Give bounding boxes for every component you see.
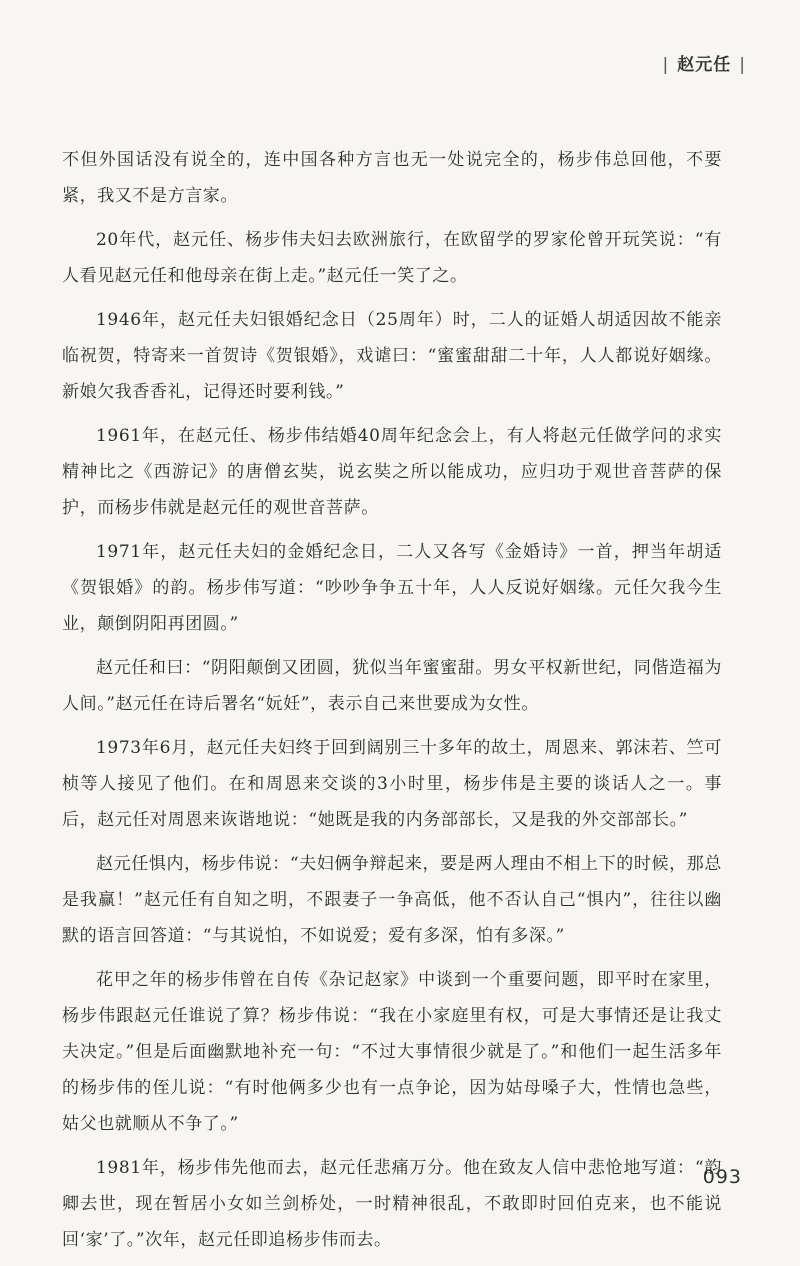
paragraph: 赵元任和曰：“阴阳颠倒又团圆，犹似当年蜜蜜甜。男女平权新世纪，同偕造福为人间。”赵元任在诗后署名“妧妊”，表示自己来世要成为女性。 [62, 658, 722, 714]
header-left-bar: | [662, 55, 670, 75]
paragraph: 1973年6月，赵元任夫妇终于回到阔别三十多年的故土，周恩来、郭沫若、竺可桢等人接见了他们。在和周恩来交谈的3小时里，杨步伟是主要的谈话人之一。事后，赵元任对周恩来诙谐地说：“她既是我的内务部部长，又是我的外交部部长。” [62, 738, 722, 830]
running-header [655, 50, 754, 75]
header-title: 赵元任 [677, 55, 732, 75]
paragraph: 1946年，赵元任夫妇银婚纪念日（25周年）时，二人的证婚人胡适因故不能亲临祝贺，特寄来一首贺诗《贺银婚》，戏谑曰：“蜜蜜甜甜二十年，人人都说好姻缘。新娘欠我香香礼，记得还时要利钱。” [62, 310, 722, 402]
page-number: 093 [702, 1166, 742, 1188]
paragraph: 1961年，在赵元任、杨步伟结婚40周年纪念会上，有人将赵元任做学问的求实精神比之《西游记》的唐僧玄奘，说玄奘之所以能成功，应归功于观世音菩萨的保护，而杨步伟就是赵元任的观世音菩萨。 [62, 426, 722, 518]
paragraph: 1981年，杨步伟先他而去，赵元任悲痛万分。他在致友人信中悲怆地写道：“韵卿去世，现在暂居小女如兰剑桥处，一时精神很乱，不敢即时回伯克来，也不能说回‘家’了。”次年，赵元任即追杨步伟而去。 [62, 1158, 722, 1250]
header-right-bar: | [739, 55, 746, 75]
paragraph: 不但外国话没有说全的，连中国各种方言也无一处说完全的，杨步伟总回他，不要紧，我又不是方言家。 [62, 150, 722, 206]
paragraph: 花甲之年的杨步伟曾在自传《杂记赵家》中谈到一个重要问题，即平时在家里，杨步伟跟赵元任谁说了算？杨步伟说：“我在小家庭里有权，可是大事情还是让我丈夫决定。”但是后面幽默地补充一句：“不过大事情很少就是了。”和他们一起生活多年的杨步伟的侄儿说：“有时他俩多少也有一点争论，因为姑母嗓子大，性情也急些，姑父也就顺从不争了。” [62, 970, 722, 1134]
paragraph: 1971年，赵元任夫妇的金婚纪念日，二人又各写《金婚诗》一首，押当年胡适《贺银婚》的韵。杨步伟写道：“吵吵争争五十年，人人反说好姻缘。元任欠我今生业，颠倒阴阳再团圆。” [62, 542, 722, 634]
body-text [62, 142, 722, 1266]
paragraph: 20年代，赵元任、杨步伟夫妇去欧洲旅行，在欧留学的罗家伦曾开玩笑说：“有人看见赵元任和他母亲在街上走。”赵元任一笑了之。 [62, 230, 722, 286]
paragraph: 赵元任惧内，杨步伟说：“夫妇俩争辩起来，要是两人理由不相上下的时候，那总是我赢！”赵元任有自知之明，不跟妻子一争高低，他不否认自己“惧内”，往往以幽默的语言回答道：“与其说怕，不如说爱；爱有多深，怕有多深。” [62, 854, 722, 946]
